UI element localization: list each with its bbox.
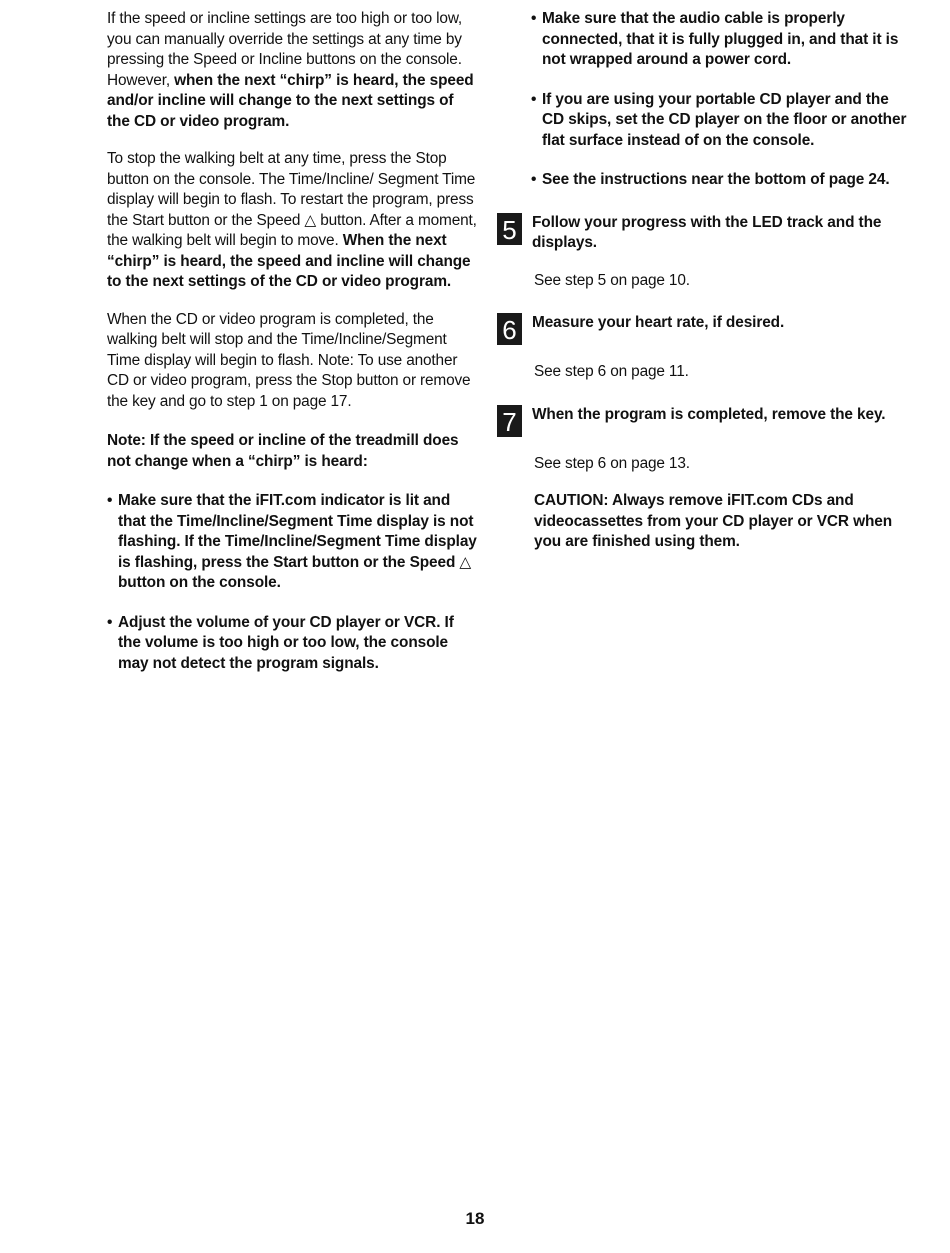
bullet-item: • Make sure that the audio cable is properly connected, that it is fully plugged in, and that it is not wrapped around a power cord. xyxy=(531,10,899,68)
step-reference: See step 5 on page 10. xyxy=(534,271,690,289)
caution-note: CAUTION: Always remove iFIT.com CDs and videocassettes from your CD player or VCR when you are finished using them. xyxy=(534,492,893,550)
paragraph-stop-belt: To stop the walking belt at any time, press the Stop button on the console. The Time/Incline/ Segment Time display will begin to flash. To restart the program, press the Start button or the Speed △ button. After a moment, the walking belt will begin to move. When the next “chirp” is heard, the speed and incline will change to the next settings of the CD or video program. xyxy=(107,150,477,290)
step-title: When the program is completed, remove the key. xyxy=(532,405,886,423)
bullet-item: • Adjust the volume of your CD player or VCR. If the volume is too high or too low, the console may not detect the program signals. xyxy=(107,613,454,672)
bullet-icon: • xyxy=(531,171,537,188)
left-column xyxy=(107,9,480,674)
step-5 xyxy=(497,213,907,254)
step-reference: See step 6 on page 11. xyxy=(534,363,689,380)
bullet-item: • Make sure that the iFIT.com indicator is lit and that the Time/Incline/Segment Time display is not flashing. If the Time/Incline/Segment Time display is flashing, press the Start button or the Speed △ button on the console. xyxy=(107,492,477,591)
bullet-icon: • xyxy=(107,613,113,631)
bullet-item: • If you are using your portable CD player and the CD skips, set the CD player on the floor or another flat surface instead of on the console. xyxy=(531,90,907,149)
step-title: Follow your progress with the LED track and the displays. xyxy=(532,213,882,251)
bullet-icon: • xyxy=(531,90,537,108)
note-heading: Note: If the speed or incline of the treadmill does not change when a “chirp” is heard: xyxy=(107,432,459,470)
step-number-badge: 6 xyxy=(497,313,522,345)
step-number-badge: 7 xyxy=(497,405,522,437)
step-title: Measure your heart rate, if desired. xyxy=(532,314,785,331)
right-column xyxy=(497,9,907,553)
step-7 xyxy=(497,405,907,437)
step-6 xyxy=(497,313,907,345)
step-reference: See step 6 on page 13. xyxy=(534,454,690,472)
page-number: 18 xyxy=(465,1209,485,1228)
step-number-badge: 5 xyxy=(497,213,522,245)
bullet-item: • See the instructions near the bottom of page 24. xyxy=(497,170,907,191)
paragraph-override-settings: If the speed or incline settings are too high or too low, you can manually override the settings at any time by pressing the Speed or Incline buttons on the console. However, when the next “chirp” is heard, the speed and/or incline will change to the next settings of the CD or video program. xyxy=(107,10,474,130)
paragraph-program-completed: When the CD or video program is completed, the walking belt will stop and the Time/Incline/Segment Time display will begin to flash. Note: To use another CD or video program, press the Stop button or remove the key and go to step 1 on page 17. xyxy=(107,310,471,410)
bullet-icon: • xyxy=(107,492,113,509)
bullet-icon: • xyxy=(531,10,537,27)
